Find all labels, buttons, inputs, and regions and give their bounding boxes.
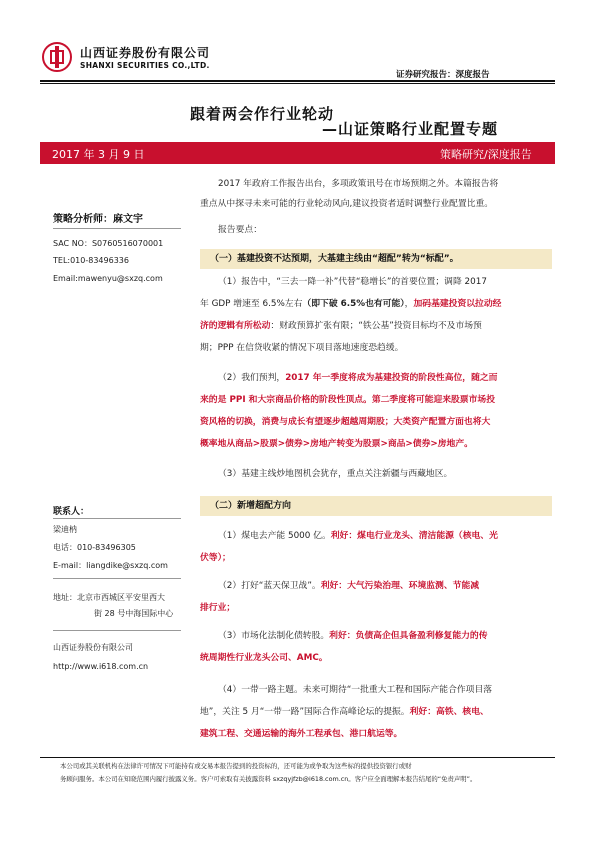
report-date: 2017 年 3 月 9 日 xyxy=(52,148,145,161)
contact-email[interactable]: E-mail：liangdike@sxzq.com xyxy=(53,561,168,570)
contact-tel: 电话：010-83496305 xyxy=(53,543,136,552)
company-name-cn: 山西证券股份有限公司 xyxy=(80,46,211,60)
company-name-en: SHANXI SECURITIES CO.,LTD. xyxy=(80,61,210,70)
report-title: 跟着两会作行业轮动 xyxy=(190,105,335,123)
header-rule-thin xyxy=(40,83,555,84)
sub3-benefit: 利好：负债高企但具备盈利修复能力的传 xyxy=(329,631,488,641)
disclaimer xyxy=(60,760,540,786)
point3: （3）基建主线炒地图机会犹存，重点关注新疆与西藏地区。 xyxy=(218,469,453,479)
sidebar-divider xyxy=(53,518,181,519)
point2-highlight: 2017 年一季度将成为基建投资的阶段性高位，随之而 xyxy=(285,373,498,383)
point2-text: （2）我们预判， xyxy=(218,373,286,383)
analyst-email[interactable]: Email:mawenyu@sxzq.com xyxy=(53,274,163,283)
disclaimer-line-1: 本公司或其关联机构在法律许可情况下可能持有或交易本报告提到的投资标的，还可能为或争取为这些标的提供投资银行或财 xyxy=(60,762,412,770)
sub4-line-a: （4）一带一路主题。未来可期待“一批重大工程和国际产能合作项目落 xyxy=(218,685,493,695)
points-label: 报告要点： xyxy=(218,225,262,235)
company-website[interactable]: http://www.i618.com.cn xyxy=(53,662,149,671)
point1-emphasis: （即下破 6.5%也有可能） xyxy=(302,299,405,309)
sub2-line-b xyxy=(200,598,552,619)
analyst-tel: TEL:010-83496336 xyxy=(53,256,129,265)
sub1-benefit-cont: 伏等）； xyxy=(200,553,231,563)
intro-line-2: 重点从中探寻未来可能的行业轮动风向,建议投资者适时调整行业配置比重。 xyxy=(200,199,494,209)
point1-line-b xyxy=(200,294,552,315)
address-line1: 地址：北京市西城区平安里西大 xyxy=(53,593,165,602)
sub4-line-b xyxy=(200,702,552,723)
sub1-benefit: 利好：煤电行业龙头、清洁能源（核电、光 xyxy=(330,531,498,541)
intro-line-1: 2017 年政府工作报告出台，多项政策讯号在市场预期之外。本篇报告将 xyxy=(218,179,499,189)
sidebar-divider xyxy=(53,578,181,579)
sidebar-divider xyxy=(53,630,181,631)
point1-line-a: （1）报告中，“三去一降一补”代替“稳增长”的首要位置；调降 2017 xyxy=(218,277,487,287)
sub4-benefit-cont: 建筑工程、交通运输的海外工程承包、港口航运等。 xyxy=(200,729,403,739)
sub1-line-b xyxy=(200,548,552,569)
section-title-2: （二）新增超配方向 xyxy=(210,501,292,511)
contact-label: 联系人： xyxy=(53,507,90,517)
point1-highlight: 加码基建投资以拉动经 xyxy=(413,299,502,309)
point1-text-cont: ：财政预算扩张有限；“铁公基”投资目标均不及市场预 xyxy=(270,321,482,331)
sub1-text: （1）煤电去产能 5000 亿。 xyxy=(218,531,331,541)
point2-line-b xyxy=(200,390,552,411)
sub2-benefit-cont: 排行业； xyxy=(200,603,236,613)
point2-highlight-c: 资风格的切换，消费与成长有望逐步超越周期股；大类资产配置方面也将大 xyxy=(200,417,491,427)
point1-line-d: 期；PPP 在信贷收紧的情况下项目落地速度恐趋缓。 xyxy=(200,343,404,353)
point2-highlight-d: 概率地从商品>股票>债券>房地产转变为股票>商品>债券>房地产。 xyxy=(200,439,473,449)
sub2-line-a xyxy=(200,576,552,597)
sub3-line-b xyxy=(200,648,552,669)
point2-line-c xyxy=(200,412,552,433)
sub4-benefit: 利好：高铁、核电、 xyxy=(409,707,489,717)
point2-line-d xyxy=(200,434,552,455)
analyst-sac: SAC NO：S0760516070001 xyxy=(53,239,164,248)
sidebar-company-name: 山西证券股份有限公司 xyxy=(53,643,133,652)
report-subtitle: —山证策略行业配置专题 xyxy=(322,120,499,138)
sidebar-divider xyxy=(53,228,181,229)
contact-name: 梁迪枘 xyxy=(53,525,77,534)
point1-line-c xyxy=(200,316,552,337)
report-tag: 证券研究报告：深度报告 xyxy=(396,70,490,80)
address-line2: 街 28 号中海国际中心 xyxy=(94,609,174,618)
section-title-1: （一）基建投资不达预期，大基建主线由“超配”转为“标配”。 xyxy=(210,254,459,264)
report-type: 策略研究/深度报告 xyxy=(440,148,532,161)
sub4-line-c xyxy=(200,724,552,745)
sub1-line-a xyxy=(200,526,552,547)
disclaimer-line-2: 务顾问服务。本公司在知晓范围内履行披露义务。客户可索取有关披露资料 sxzqyjfzb@i618.com.cn。客户应全面理解本报告结尾的“免责声明”。 xyxy=(60,775,477,783)
point1-comma: ， xyxy=(404,299,414,309)
sub2-text: （2）打好“蓝天保卫战”。 xyxy=(218,581,321,591)
point2-highlight-b: 来的是 PPI 和大宗商品价格的阶段性顶点。第二季度将可能迎来股票市场投 xyxy=(200,395,495,405)
point2-line-a xyxy=(200,368,552,389)
point1-highlight-cont: 济的逻辑有所松动 xyxy=(200,321,271,331)
point1-text: 年 GDP 增速至 6.5%左右 xyxy=(200,299,303,309)
sub3-benefit-cont: 统周期性行业龙头公司、AMC。 xyxy=(200,653,328,663)
header-rule xyxy=(40,80,555,82)
sub2-benefit: 利好：大气污染治理、环境监测、节能减 xyxy=(320,581,480,591)
company-logo-icon xyxy=(42,42,72,72)
sub3-text: （3）市场化法制化债转股。 xyxy=(218,631,330,641)
analyst-label: 策略分析师：麻文宇 xyxy=(53,214,143,225)
sub3-line-a xyxy=(200,626,552,647)
footer-rule xyxy=(40,757,555,758)
sub4-text: 地”，关注 5 月“一带一路”国际合作高峰论坛的提振。 xyxy=(200,707,410,717)
